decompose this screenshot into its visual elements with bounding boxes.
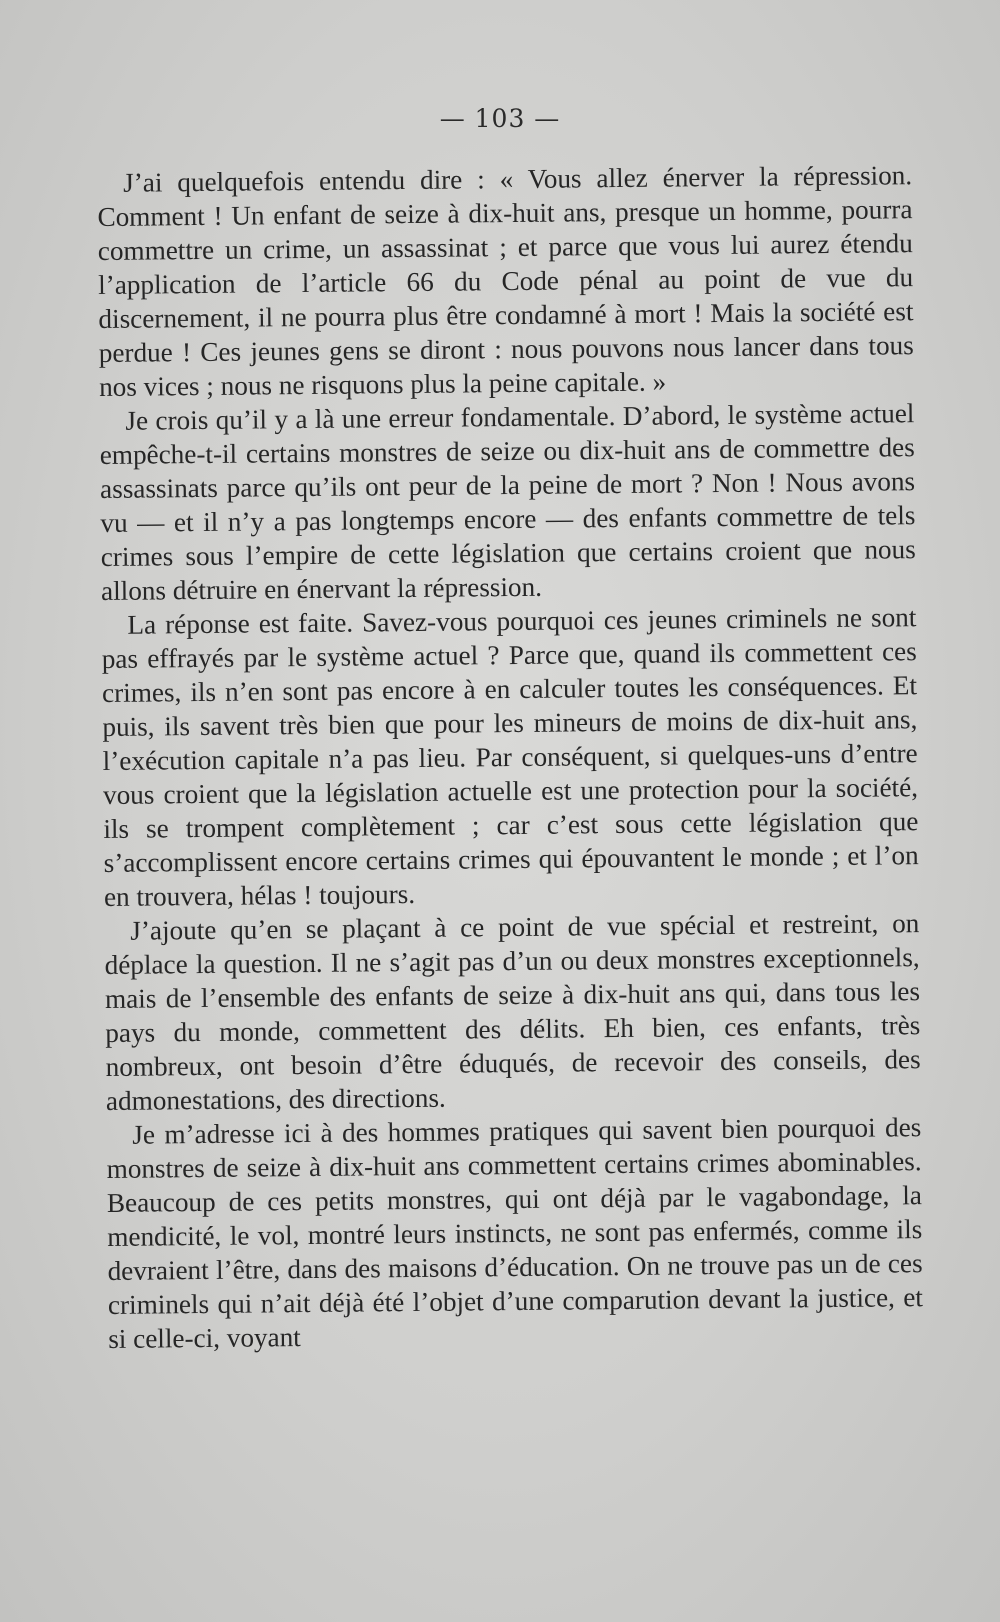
paragraph-3: La réponse est faite. Savez-vous pourquoi ces jeunes criminels ne sont pas effrayés par le système actuel ? Parce que, quand ils commettent ces crimes, ils n’en sont pas encore à en calculer toutes les conséquences. Et puis, ils savent très bien que pour les mineurs de moins de dix-huit ans, l’exécution capitale n’a pas lieu. Par conséquent, si quelques-uns d’entre vous croient que la législation actuelle est une protection pour la société, ils se trompent complètement ; car c’est sous cette législation que s’accomplissent encore certains crimes qui épouvantent le monde ; et l’on en trouvera, hélas ! toujours. [101,602,919,912]
page-number: — 103 — [439,104,561,133]
paragraph-5: Je m’adresse ici à des hommes pratiques qui savent bien pourquoi des monstres de seize à dix-huit ans commettent certains crimes abominables. Beaucoup de ces petits monstres, qui ont déjà par le vagabondage, la mendicité, le vol, montré leurs instincts, ne sont pas enfermés, comme ils devraient l’être, dans des maisons d’éducation. On ne trouve pas un de ces criminels qui n’ait déjà été l’objet d’une comparution devant la justice, et si celle-ci, voyant [106,1112,924,1354]
body-text [97,158,923,1356]
paragraph-1: J’ai quelquefois entendu dire : « Vous allez énerver la répression. Comment ! Un enfant de seize à dix-huit ans, presque un homme, pourra commettre un crime, un assassinat ; et parce que vous lui aurez étendu l’application de l’article 66 du Code pénal au point de vue du discernement, il ne pourra plus être condamné à mort ! Mais la société est perdue ! Ces jeunes gens se diront : nous pouvons nous lancer dans tous nos vices ; nous ne risquons plus la peine capitale. » [97,160,914,402]
paragraph-4: J’ajoute qu’en se plaçant à ce point de vue spécial et restreint, on déplace la question. Il ne s’agit pas d’un ou deux monstres exceptionnels, mais de l’ensemble des enfants de seize à dix-huit ans qui, dans tous les pays du monde, commettent des délits. Eh bien, ces enfants, très nombreux, ont besoin d’être éduqués, de recevoir des conseils, des admonestations, des directions. [104,908,921,1116]
paragraph-2: Je crois qu’il y a là une erreur fondamentale. D’abord, le système actuel empêche-t-il certains monstres de seize ou dix-huit ans de commettre des assassinats parce qu’ils ont peur de la peine de mort ? Non ! Nous avons vu — et il n’y a pas longtemps encore — des enfants commettre de tels crimes sous l’empire de cette législation que certains croient que nous allons détruire en énervant la répression. [99,398,916,606]
